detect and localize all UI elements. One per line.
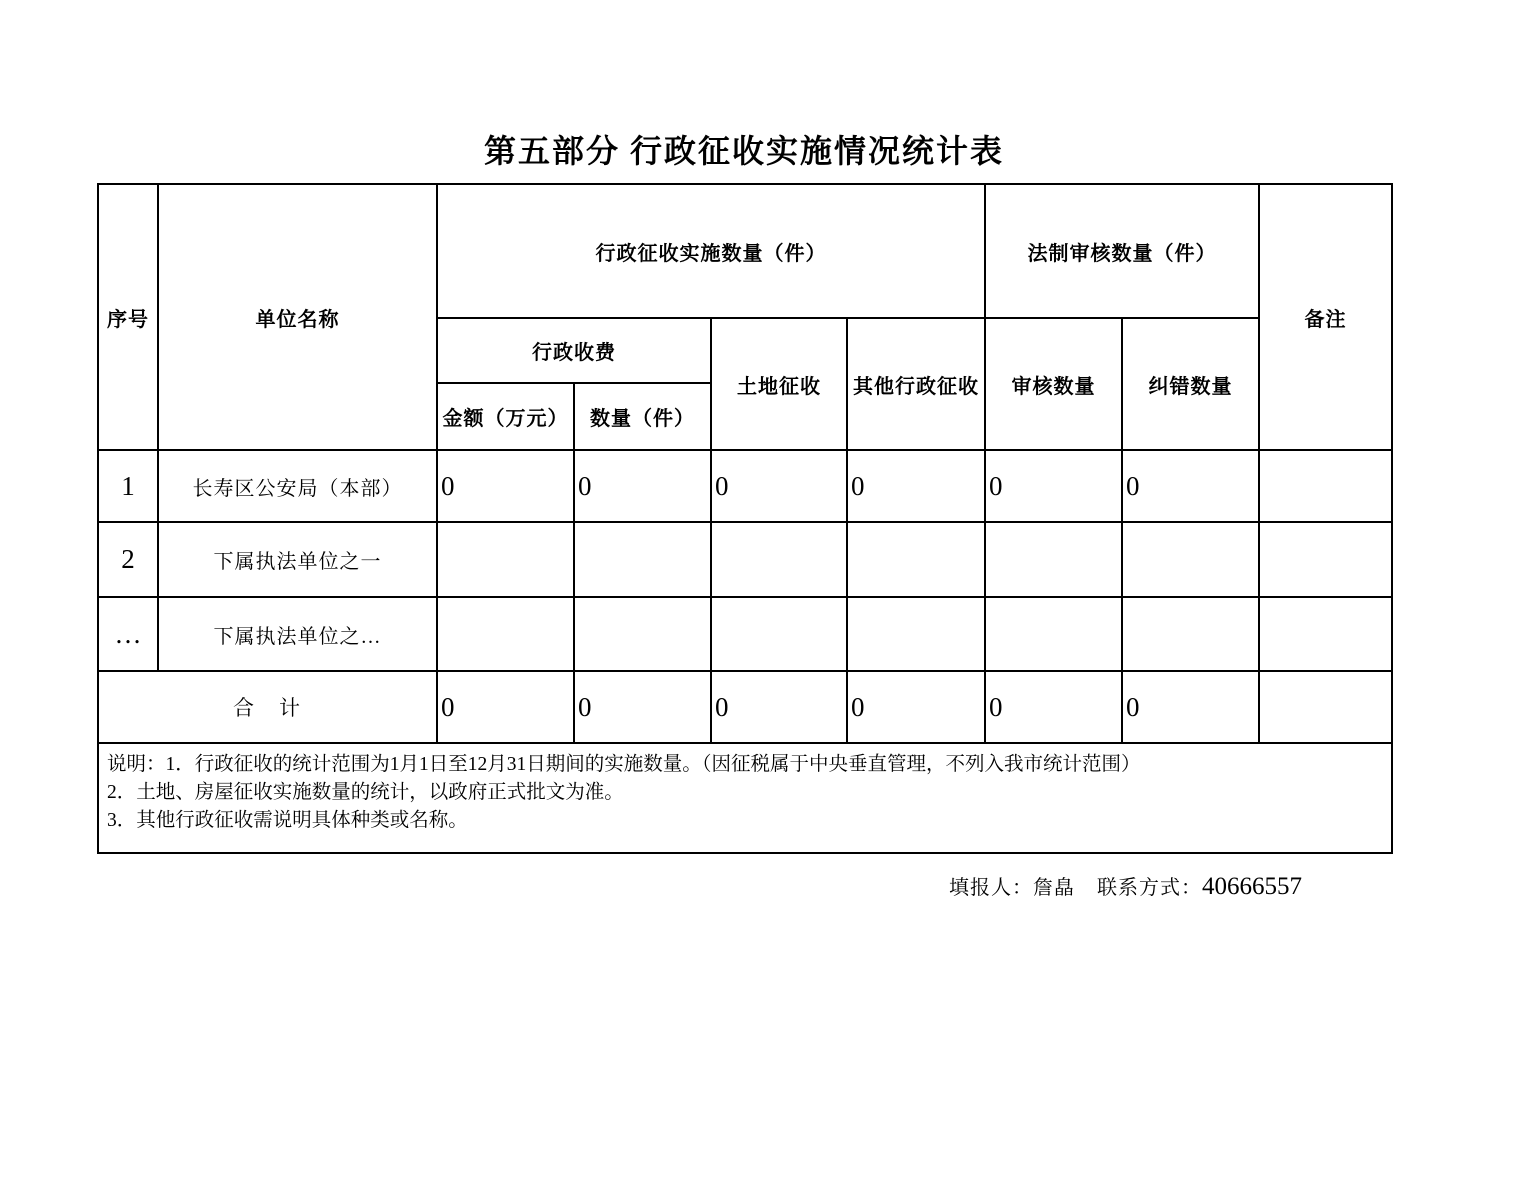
cell-land-levy [711, 597, 847, 671]
contact-label: 联系方式： [1097, 877, 1202, 899]
cell-review-count [985, 597, 1122, 671]
cell-review-count [985, 522, 1122, 597]
table-row [98, 597, 1392, 671]
cell-fee-count [574, 522, 711, 597]
note-line-1: 说明：1．行政征收的统计范围为1月1日至12月31日期间的实施数量。（因征税属于中央垂直管理，不列入我市统计范围） [107, 754, 1141, 775]
header-remark: 备注 [1259, 184, 1392, 450]
header-legal-review-group: 法制审核数量（件） [985, 184, 1259, 318]
cell-unit: 下属执法单位之一 [158, 522, 437, 597]
header-row-1 [98, 184, 1392, 318]
reporter-label: 填报人： [949, 877, 1033, 899]
cell-seq: 1 [98, 450, 158, 522]
cell-fee-amount [437, 597, 574, 671]
total-fee-count: 0 [574, 671, 711, 743]
header-fee-amount: 金额（万元） [437, 383, 574, 450]
cell-fee-amount: 0 [437, 450, 574, 522]
total-other-levy: 0 [847, 671, 985, 743]
total-label: 合 计 [98, 671, 437, 743]
total-correction-count: 0 [1122, 671, 1259, 743]
header-correction-count: 纠错数量 [1122, 318, 1259, 450]
note-line-3: 3．其他行政征收需说明具体种类或名称。 [107, 810, 468, 831]
cell-unit: 长寿区公安局（本部） [158, 450, 437, 522]
cell-other-levy [847, 522, 985, 597]
cell-fee-count: 0 [574, 450, 711, 522]
page-title: 第五部分 行政征收实施情况统计表 [483, 133, 1004, 169]
header-other-levy: 其他行政征收 [847, 318, 985, 450]
cell-correction-count [1122, 522, 1259, 597]
table-row [98, 522, 1392, 597]
cell-correction-count: 0 [1122, 450, 1259, 522]
table-row [98, 450, 1392, 522]
cell-remark [1259, 597, 1392, 671]
cell-seq: 2 [98, 522, 158, 597]
notes-cell [98, 743, 1392, 853]
cell-unit: 下属执法单位之… [158, 597, 437, 671]
total-review-count: 0 [985, 671, 1122, 743]
report-footer [97, 871, 1391, 901]
cell-seq: … [98, 597, 158, 671]
header-levy-implementation-group: 行政征收实施数量（件） [437, 184, 985, 318]
cell-fee-amount [437, 522, 574, 597]
header-fee-count: 数量（件） [574, 383, 711, 450]
header-admin-fee: 行政收费 [437, 318, 711, 383]
cell-land-levy: 0 [711, 450, 847, 522]
note-line-2: 2．土地、房屋征收实施数量的统计，以政府正式批文为准。 [107, 782, 624, 803]
cell-remark [1259, 450, 1392, 522]
total-fee-amount: 0 [437, 671, 574, 743]
total-row [98, 671, 1392, 743]
header-unit-name: 单位名称 [158, 184, 437, 450]
document-page [97, 130, 1391, 901]
cell-correction-count [1122, 597, 1259, 671]
cell-review-count: 0 [985, 450, 1122, 522]
cell-remark [1259, 522, 1392, 597]
cell-other-levy: 0 [847, 450, 985, 522]
header-review-count: 审核数量 [985, 318, 1122, 450]
contact-value: 40666557 [1202, 873, 1302, 900]
cell-other-levy [847, 597, 985, 671]
cell-fee-count [574, 597, 711, 671]
total-remark [1259, 671, 1392, 743]
notes-row [98, 743, 1392, 853]
header-seq: 序号 [98, 184, 158, 450]
reporter-name: 詹皛 [1033, 877, 1075, 899]
header-land-levy: 土地征收 [711, 318, 847, 450]
total-land-levy: 0 [711, 671, 847, 743]
cell-land-levy [711, 522, 847, 597]
statistics-table [97, 183, 1393, 854]
